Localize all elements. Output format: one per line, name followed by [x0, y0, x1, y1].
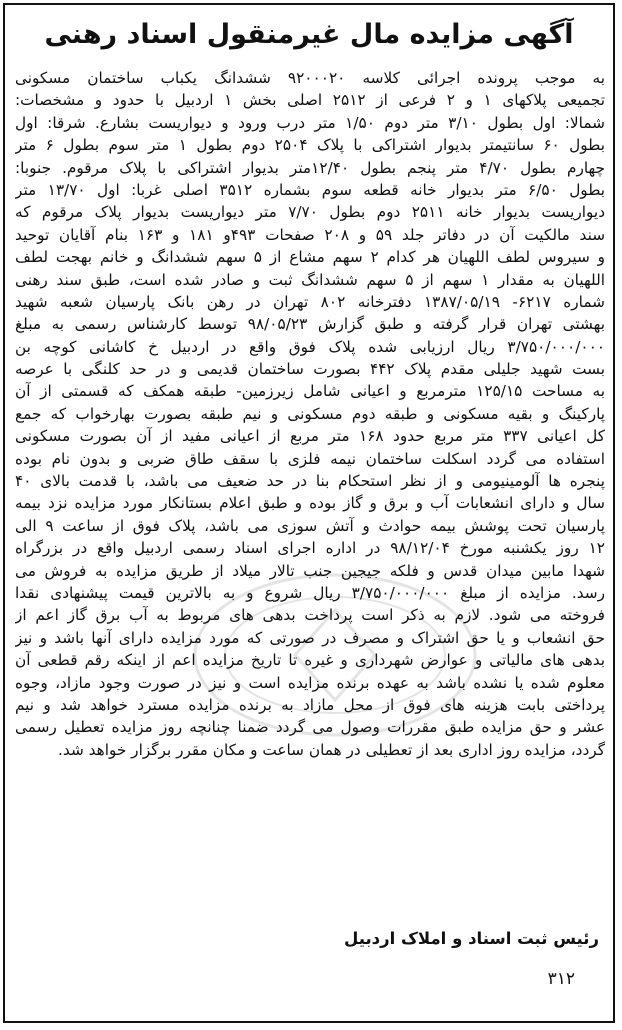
notice-frame: [3, 3, 615, 1023]
notice-line: ۱۲ روز یکشنبه مورخ ۹۸/۱۲/۰۴ در اداره اجرای اسناد رسمی اردبیل واقع در بزرگراه: [15, 539, 605, 558]
notice-line: پنجره ها آلومینیومی و از نظر استحکام بنا در حد ضعیف می باشد، با قدمت بالای ۴۰: [15, 472, 605, 491]
notice-line: بدهی های مالیاتی و عوارض شهرداری و غیره تا تاریخ مزایده اعم از اینکه رقم قطعی آن: [15, 651, 605, 670]
notice-line: چهارم بطول ۴/۷۰ متر پنجم بطول ۱۲/۴۰متر بدیوار اشتراکی با پلاک مرقوم. جنوبا:: [15, 158, 605, 177]
notice-body: [15, 67, 605, 761]
notice-line: معلوم شده یا نشده باشد به عهده برنده مزایده است و نیز در صورت وجود مازاد، وجوه: [15, 673, 605, 692]
notice-line: شهدا مابین میدان قدس و فلکه جیجین جنب تالار میلاد از طریق مزایده به فروش می: [15, 561, 605, 580]
notice-line: عشر و حق مزایده طبق مقررات وصول می گردد ضمنا چنانچه روز مزایده تعطیل رسمی: [15, 718, 605, 737]
notice-line: تجمیعی پلاکهای ۱ و ۲ فرعی از ۲۵۱۲ اصلی بخش ۱ اردبیل با حدود و مشخصات:: [15, 91, 605, 110]
notice-title: آگهی مزایده مال غیرمنقول اسناد رهنی: [44, 19, 574, 50]
notice-line: بطول ۶/۵۰ متر بدیوار خانه قطعه سوم بشماره ۳۵۱۲ اصلی غربا: اول ۱۳/۷۰ متر: [15, 180, 605, 199]
notice-line: سال و دارای انشعابات آب و برق و گاز بوده و طبق اعلام بستانکار مورد مزایده نزد بیمه: [15, 494, 605, 513]
notice-line: بست شهید جلیلی مقدم پلاک ۴۴۲ بصورت ساختمان قدیمی و در حد کلنگی با عرصه: [15, 360, 605, 379]
notice-line: حق انشعاب و یا حق اشتراک و مصرف در صورتی که مورد مزایده دارای آنها باشد و نیز: [15, 628, 605, 647]
reference-number: ۳۱۲: [547, 969, 575, 989]
notice-line: شمالا: اول بطول ۳/۱۰ متر دوم ۱/۵۰ متر درب ورود و دیواریست بشارع. شرقا: اول: [15, 113, 605, 132]
notice-line: بهشتی تهران قرار گرفته و طبق گزارش ۹۸/۰۵/۲۳ توسط کارشناس رسمی به مبلغ: [15, 315, 605, 334]
notice-line: دیواریست بدیوار خانه ۲۵۱۱ دوم بطول ۷/۷۰ متر دیواریست بدیوار پلاک مرقوم که: [15, 203, 605, 222]
notice-line: پارکینگ و بقیه مسکونی و طبقه دوم مسکونی و نیم طبقه بصورت بهارخواب که جمع: [15, 404, 605, 423]
notice-line: به مساحت ۱۲۵/۱۵ مترمربع و اعیانی شامل زیرزمین- طبقه همکف که قسمتی از آن: [15, 382, 605, 401]
notice-line: پارسیان تحت پوشش بیمه حوادث و آتش سوزی می باشد، پلاک فوق از ساعت ۹ الی: [15, 516, 605, 535]
notice-line: کل اعیانی ۳۳۷ متر مربع حدود ۱۶۸ متر مربع از اعیانی مفید از آن بصورت مسکونی: [15, 427, 605, 446]
notice-line: رسد. مزایده از مبلغ ۳/۷۵۰/۰۰۰/۰۰۰ ریال شروع و به بالاترین قیمت پیشنهادی نقدا: [15, 583, 605, 602]
notice-line: سند مالکیت آن در دفاتر جلد ۵۹ و ۲۰۸ صفحات ۴۹۳و ۱۸۱ و ۱۶۳ بنام آقایان توحید: [15, 225, 605, 244]
notice-line: استفاده می گردد اسکلت ساختمان نیمه فلزی با سقف طاق ضربی و بدون نام بوده: [15, 449, 605, 468]
notice-line: اللهیان به مقدار ۱ سهم از ۵ سهم ششدانگ ثبت و صادر شده است، طبق سند رهنی: [15, 270, 605, 289]
notice-line: بطول ۶۰ سانتیمتر بدیوار اشتراکی با پلاک ۲۵۰۴ دوم بطول ۱ متر سوم بطول ۶ متر: [15, 136, 605, 155]
notice-line: گردد، مزایده روز اداری بعد از تعطیلی در همان ساعت و مکان مقرر برگزار خواهد شد.: [58, 740, 605, 759]
notice-line: پرداختی بابت هزینه های فوق از محل مازاد به برنده مزایده مسترد خواهد شد و نیم: [15, 695, 605, 714]
signature: رئیس ثبت اسناد و املاک اردبیل: [344, 929, 599, 948]
notice-line: به موجب پرونده اجرائی کلاسه ۹۲۰۰۰۲۰ ششدانگ یکباب ساختمان مسکونی: [15, 69, 605, 87]
notice-line: فروخته می شود. لازم به ذکر است پرداخت بدهی های مربوط به آب برق گاز اعم از: [15, 606, 605, 625]
notice-line: ۳/۷۵۰/۰۰۰/۰۰۰ ریال ارزیابی شده پلاک فوق واقع در اردبیل خ کاشانی کوچه بن: [15, 337, 605, 356]
notice-line: شماره ۶۲۱۷- ۱۳۸۷/۰۵/۱۹ دفترخانه ۸۰۲ تهران در رهن بانک پارسیان شعبه شهید: [15, 292, 605, 311]
notice-line: و سیروس لطف اللهیان هر کدام ۲ سهم مشاع از ۵ سهم ششدانگ و خانم بهجت لطف: [15, 248, 605, 267]
